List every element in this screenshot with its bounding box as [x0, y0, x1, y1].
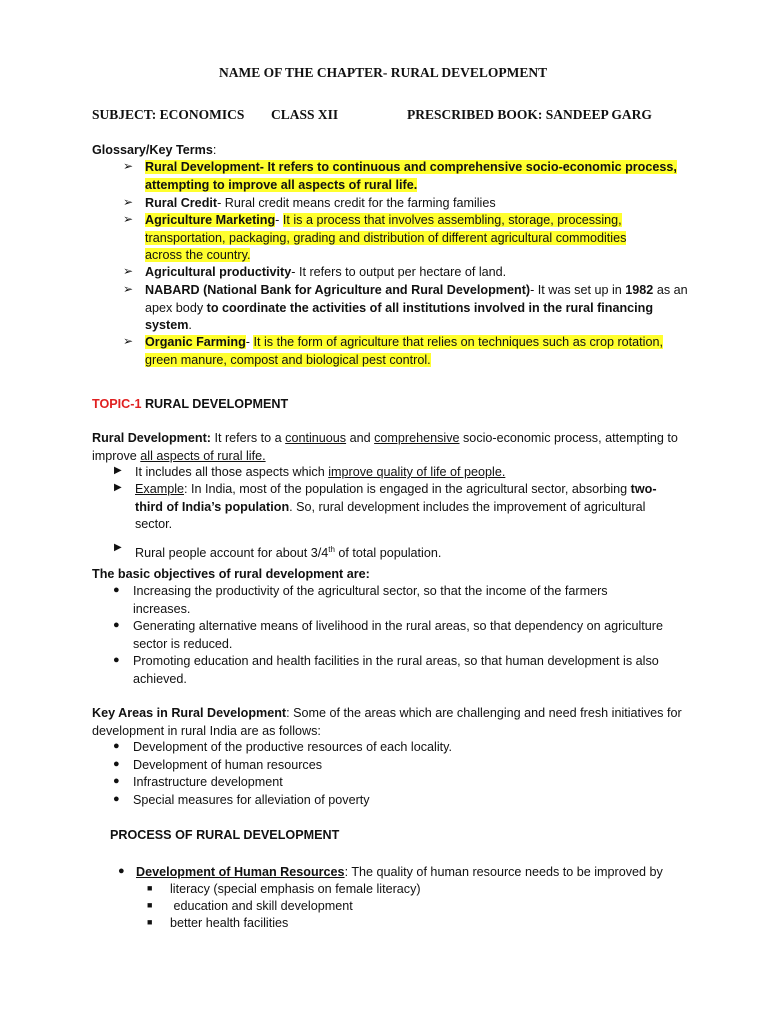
process-heading: PROCESS OF RURAL DEVELOPMENT [110, 828, 340, 842]
bullet-dot-icon: ● [113, 740, 120, 752]
bullet-dot-icon: ● [118, 865, 125, 877]
bullet-dot-icon: ● [113, 793, 120, 805]
process-sub-item: better health facilities [170, 916, 289, 930]
triangle-bullet-icon: ▶ [114, 542, 122, 553]
bullet-dot-icon: ● [113, 758, 120, 770]
bullet-dot-icon: ● [113, 619, 120, 631]
key-area-item: Special measures for alleviation of poverty [133, 793, 370, 807]
book-label: PRESCRIBED BOOK: SANDEEP GARG [407, 107, 652, 122]
chapter-title: NAME OF THE CHAPTER- RURAL DEVELOPMENT [219, 65, 548, 80]
rural-development-definition: Rural Development: It refers to a continuous and comprehensive socio-economic process, attempting to improve all aspects of rural life. [92, 431, 678, 463]
square-bullet-icon: ■ [147, 900, 153, 910]
glossary-nabard: NABARD (National Bank for Agriculture and Rural Development)- It was set up in 1982 as an apex body to coordinate the activities of all institutions involved in the rural financing system. [145, 283, 688, 332]
square-bullet-icon: ■ [147, 917, 153, 927]
topic-bullet-example: Example: In India, most of the population is engaged in the agricultural sector, absorbing two- third of India’s population. So, rural development includes the improvement of agricultural sector. [135, 482, 657, 531]
glossary-rural-credit: Rural Credit- Rural credit means credit for the farming families [145, 196, 496, 210]
process-sub-item: literacy (special emphasis on female literacy) [170, 882, 421, 896]
objective-item: Promoting education and health facilities in the rural areas, so that human development is also achieved. [133, 654, 659, 686]
key-area-item: Infrastructure development [133, 775, 283, 789]
topic-bullet-quality: It includes all those aspects which improve quality of life of people. [135, 465, 506, 479]
key-area-item: Development of human resources [133, 758, 323, 772]
topic-heading: TOPIC-1 RURAL DEVELOPMENT [92, 397, 289, 411]
arrow-bullet-icon: ➢ [123, 282, 134, 296]
bullet-dot-icon: ● [113, 775, 120, 787]
arrow-bullet-icon: ➢ [123, 159, 134, 173]
class-label: CLASS XII [271, 107, 339, 122]
triangle-bullet-icon: ▶ [114, 482, 122, 493]
subject-label: SUBJECT: ECONOMICS [92, 107, 245, 122]
topic-bullet-population: Rural people account for about 3/4th of total population. [135, 545, 442, 561]
bullet-dot-icon: ● [113, 654, 120, 666]
square-bullet-icon: ■ [147, 883, 153, 893]
objective-item: Generating alternative means of livelihood in the rural areas, so that dependency on agriculture sector is reduced. [133, 619, 663, 651]
process-sub-item: education and skill development [170, 899, 353, 913]
glossary-organic-farming: Organic Farming- It is the form of agriculture that relies on techniques such as crop rotation, green manure, compost and biological pest control. [145, 335, 663, 367]
key-areas-intro: Key Areas in Rural Development: Some of the areas which are challenging and need fresh initiatives for development in rural India are as follows: [92, 706, 682, 738]
objective-item: Increasing the productivity of the agricultural sector, so that the income of the farmers increases. [133, 584, 608, 616]
glossary-agriculture-marketing: Agriculture Marketing- It is a process that involves assembling, storage, processing, transportation, packaging, grading and distribution of different agricultural commodities across the country. [145, 213, 627, 262]
key-area-item: Development of the productive resources of each locality. [133, 740, 452, 754]
triangle-bullet-icon: ▶ [114, 465, 122, 476]
bullet-dot-icon: ● [113, 584, 120, 596]
arrow-bullet-icon: ➢ [123, 212, 134, 226]
arrow-bullet-icon: ➢ [123, 264, 134, 278]
glossary-heading: Glossary/Key Terms: [92, 143, 217, 157]
arrow-bullet-icon: ➢ [123, 334, 134, 348]
objectives-heading: The basic objectives of rural development are: [92, 567, 370, 581]
process-human-resources: Development of Human Resources: The quality of human resource needs to be improved by [136, 865, 663, 879]
arrow-bullet-icon: ➢ [123, 195, 134, 209]
glossary-rural-development: Rural Development- It refers to continuous and comprehensive socio-economic process, attempting to improve all aspects of rural life. [145, 160, 677, 192]
glossary-agricultural-productivity: Agricultural productivity- It refers to output per hectare of land. [145, 265, 507, 279]
